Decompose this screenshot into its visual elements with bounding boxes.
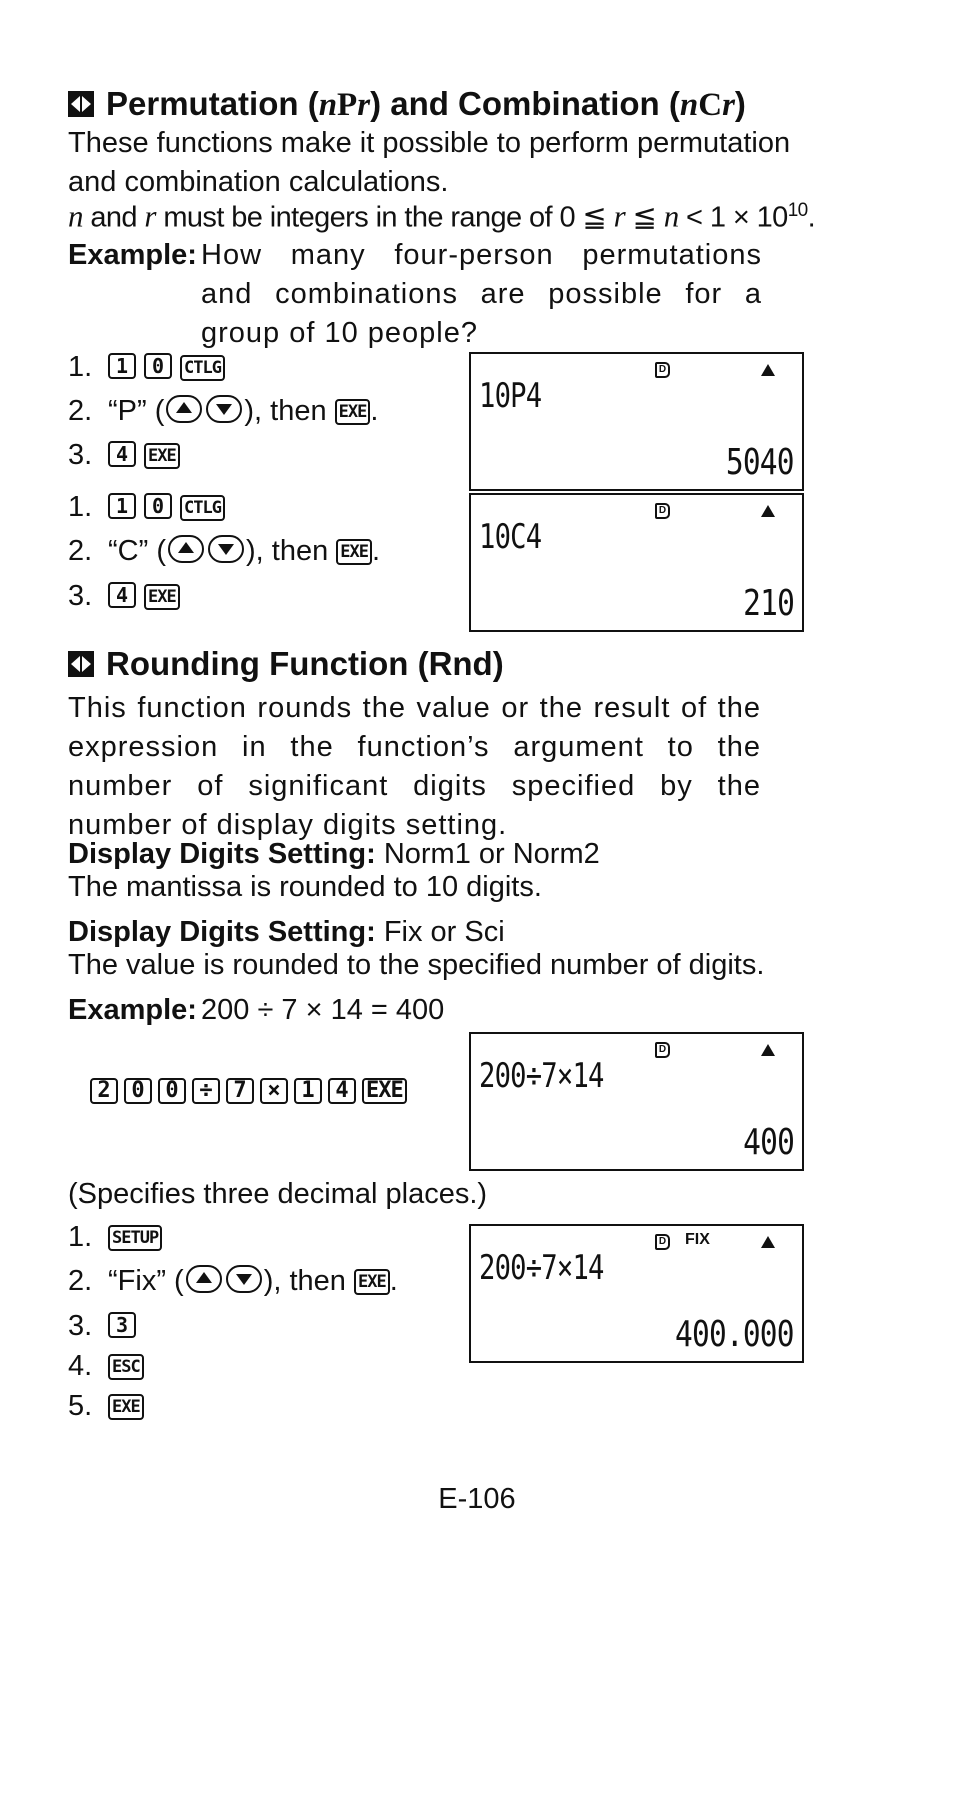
calculator-display-permutation	[469, 352, 804, 491]
display-expression: 200÷7×14	[479, 1248, 604, 1288]
degree-indicator: D	[655, 1234, 670, 1250]
example-label: Example:	[68, 239, 197, 271]
key-7[interactable]: 7	[226, 1078, 254, 1104]
example-key-sequence	[90, 1078, 413, 1105]
key-exe[interactable]: EXE	[362, 1078, 407, 1104]
display-result: 400	[743, 1122, 794, 1163]
key-exe[interactable]: EXE	[335, 399, 371, 425]
calculator-display-fix	[469, 1224, 804, 1363]
degree-indicator: D	[655, 503, 670, 519]
rounding-intro: This function rounds the value or the result of the expression in the function’s argument to the number of significant digits specified by the number of display digits setting.	[68, 692, 761, 841]
example-label: Example:	[68, 994, 197, 1026]
key-ctlg[interactable]: CTLG	[180, 495, 225, 521]
scroll-up-indicator-icon	[761, 364, 775, 376]
fix-step-4: 4. ESC	[68, 1349, 152, 1383]
fix-indicator: FIX	[685, 1231, 710, 1248]
key-setup[interactable]: SETUP	[108, 1225, 162, 1251]
key-ctlg[interactable]: CTLG	[180, 355, 225, 381]
decimal-places-note: (Specifies three decimal places.)	[68, 1178, 488, 1210]
key-2[interactable]: 2	[90, 1078, 118, 1104]
key-divide[interactable]: ÷	[192, 1078, 220, 1104]
key-0[interactable]: 0	[144, 493, 172, 519]
section-diamond-icon	[68, 91, 94, 117]
scroll-up-indicator-icon	[761, 1236, 775, 1248]
display-setting-1: Display Digits Setting: Norm1 or Norm2	[68, 838, 600, 870]
key-multiply[interactable]: ×	[260, 1078, 288, 1104]
fix-step-1: 1. SETUP	[68, 1220, 170, 1254]
perm-step-2: 2. “P” ( ), then EXE .	[68, 395, 379, 427]
display-setting-1-desc: The mantissa is rounded to 10 digits.	[68, 871, 542, 903]
cursor-down-icon[interactable]	[208, 535, 244, 563]
cursor-up-icon[interactable]	[168, 535, 204, 563]
cursor-down-icon[interactable]	[206, 395, 242, 423]
key-exe[interactable]: EXE	[144, 584, 180, 610]
key-exe[interactable]: EXE	[144, 443, 180, 469]
key-4[interactable]: 4	[108, 441, 136, 467]
section-heading-rounding: Rounding Function (Rnd)	[68, 644, 504, 684]
key-exe[interactable]: EXE	[108, 1394, 144, 1420]
key-4[interactable]: 4	[108, 582, 136, 608]
key-0[interactable]: 0	[124, 1078, 152, 1104]
fix-step-2: 2. “Fix” ( ), then EXE .	[68, 1265, 398, 1297]
fix-step-3: 3. 3	[68, 1309, 144, 1343]
display-expression: 200÷7×14	[479, 1056, 604, 1096]
fix-step-5: 5. EXE	[68, 1389, 152, 1423]
key-esc[interactable]: ESC	[108, 1354, 144, 1380]
key-3[interactable]: 3	[108, 1312, 136, 1338]
comb-step-1: 1. 1 0 CTLG	[68, 490, 233, 524]
key-exe[interactable]: EXE	[336, 539, 372, 565]
scroll-up-indicator-icon	[761, 505, 775, 517]
display-setting-2: Display Digits Setting: Fix or Sci	[68, 916, 505, 948]
comb-step-3: 3. 4 EXE	[68, 579, 188, 613]
calculator-display-example	[469, 1032, 804, 1171]
section-heading-permutation: Permutation (nPr) and Combination (nCr)	[68, 84, 746, 125]
cursor-down-icon[interactable]	[226, 1265, 262, 1293]
example-text: How many four-person permutations and combinations are possible for a group of 10 people?	[201, 239, 762, 349]
permutation-range-text: n and r must be integers in the range of 0 ≦ r ≦ $n < 1 \times 10^{10}$.	[68, 198, 816, 234]
degree-indicator: D	[655, 1042, 670, 1058]
key-1[interactable]: 1	[294, 1078, 322, 1104]
scroll-up-indicator-icon	[761, 1044, 775, 1056]
page-number: E-106	[438, 1483, 516, 1515]
permutation-intro: These functions make it possible to perform permutation and combination calculations.	[68, 127, 791, 198]
calculator-display-combination	[469, 493, 804, 632]
perm-step-3: 3. 4 EXE	[68, 438, 188, 472]
section-diamond-icon	[68, 651, 94, 677]
display-expression: 10P4	[479, 376, 542, 416]
key-0[interactable]: 0	[144, 353, 172, 379]
example-text: 200 ÷ 7 × 14 = 400	[201, 994, 445, 1026]
perm-step-1: 1. 1 0 CTLG	[68, 350, 233, 384]
key-1[interactable]: 1	[108, 493, 136, 519]
display-result: 5040	[726, 442, 794, 483]
degree-indicator: D	[655, 362, 670, 378]
key-1[interactable]: 1	[108, 353, 136, 379]
display-result: 400.000	[675, 1314, 794, 1355]
display-setting-2-desc: The value is rounded to the specified number of digits.	[68, 949, 765, 981]
key-0[interactable]: 0	[158, 1078, 186, 1104]
display-result: 210	[743, 583, 794, 624]
comb-step-2: 2. “C” ( ), then EXE .	[68, 535, 381, 567]
key-4[interactable]: 4	[328, 1078, 356, 1104]
display-expression: 10C4	[479, 517, 542, 557]
key-exe[interactable]: EXE	[354, 1269, 390, 1295]
cursor-up-icon[interactable]	[166, 395, 202, 423]
cursor-up-icon[interactable]	[186, 1265, 222, 1293]
